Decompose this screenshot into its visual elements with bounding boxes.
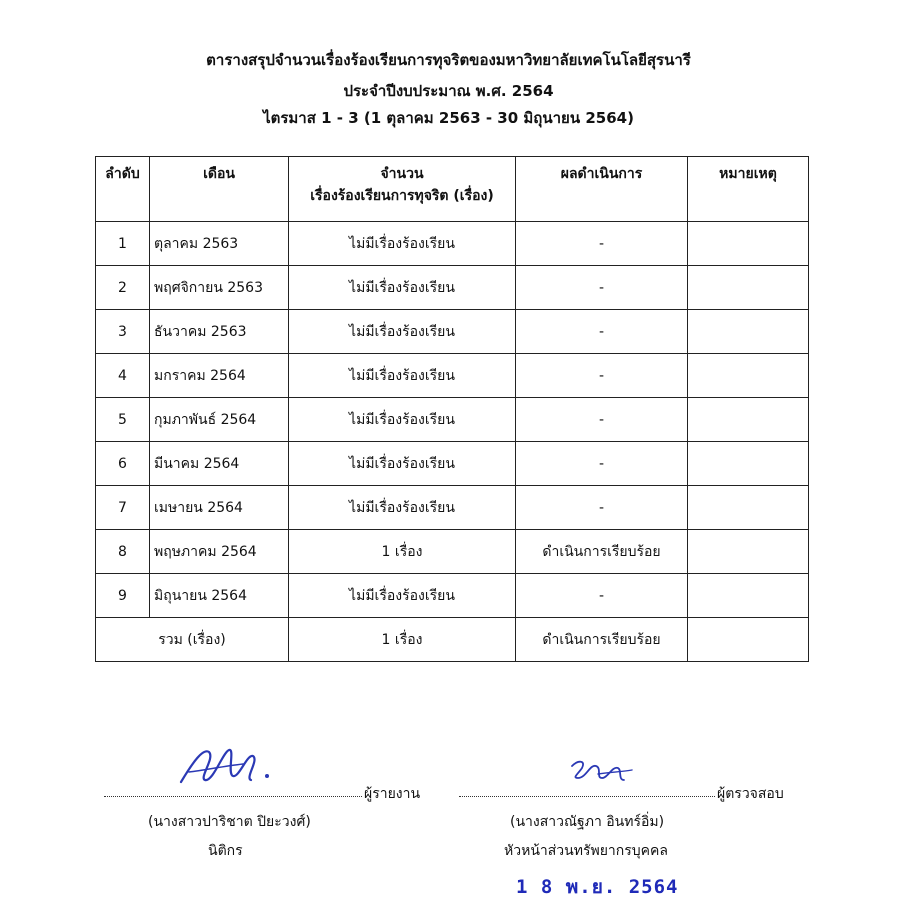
reviewer-name: (นางสาวณัฐภา อินทร์อิ่ม) bbox=[510, 814, 665, 830]
row-month: ตุลาคม 2563 bbox=[150, 222, 289, 266]
table-row bbox=[96, 354, 809, 398]
col-header-month: เดือน bbox=[150, 157, 289, 222]
row-result: - bbox=[516, 222, 688, 266]
row-count: ไม่มีเรื่องร้องเรียน bbox=[289, 398, 516, 442]
row-result: - bbox=[516, 354, 688, 398]
row-count: 1 เรื่อง bbox=[289, 530, 516, 574]
reporter-position: นิติกร bbox=[208, 843, 243, 859]
reviewer-position: หัวหน้าส่วนทรัพยากรบุคคล bbox=[504, 843, 668, 859]
row-no: 3 bbox=[96, 310, 150, 354]
col-header-result: ผลดำเนินการ bbox=[516, 157, 688, 222]
row-note bbox=[688, 310, 809, 354]
row-month: พฤศจิกายน 2563 bbox=[150, 266, 289, 310]
row-no: 4 bbox=[96, 354, 150, 398]
total-result: ดำเนินการเรียบร้อย bbox=[516, 618, 688, 662]
row-count: ไม่มีเรื่องร้องเรียน bbox=[289, 354, 516, 398]
col-header-count bbox=[289, 157, 516, 222]
reporter-signature-line bbox=[104, 796, 362, 797]
row-result: - bbox=[516, 486, 688, 530]
row-month: กุมภาพันธ์ 2564 bbox=[150, 398, 289, 442]
row-note bbox=[688, 398, 809, 442]
row-no: 8 bbox=[96, 530, 150, 574]
row-no: 7 bbox=[96, 486, 150, 530]
row-result: ดำเนินการเรียบร้อย bbox=[516, 530, 688, 574]
col-header-count-line1: จำนวน bbox=[380, 166, 424, 182]
table-header-row bbox=[96, 157, 809, 222]
total-note bbox=[688, 618, 809, 662]
row-count: ไม่มีเรื่องร้องเรียน bbox=[289, 486, 516, 530]
reporter-name: (นางสาวปาริชาต ปิยะวงศ์) bbox=[148, 814, 311, 830]
col-header-note: หมายเหตุ bbox=[688, 157, 809, 222]
row-note bbox=[688, 574, 809, 618]
row-note bbox=[688, 530, 809, 574]
table-row bbox=[96, 442, 809, 486]
fiscal-year-title: ประจำปีงบประมาณ พ.ศ. 2564 bbox=[343, 82, 554, 100]
received-date-stamp: 1 8 พ.ย. 2564 bbox=[516, 876, 679, 898]
row-no: 6 bbox=[96, 442, 150, 486]
reviewer-role: ผู้ตรวจสอบ bbox=[717, 786, 784, 802]
row-no: 2 bbox=[96, 266, 150, 310]
report-title: ตารางสรุปจำนวนเรื่องร้องเรียนการทุจริตของมหาวิทยาลัยเทคโนโลยีสุรนารี bbox=[206, 51, 691, 69]
row-result: - bbox=[516, 574, 688, 618]
table-row bbox=[96, 310, 809, 354]
table-row bbox=[96, 398, 809, 442]
row-month: พฤษภาคม 2564 bbox=[150, 530, 289, 574]
col-header-count-line2: เรื่องร้องเรียนการทุจริต (เรื่อง) bbox=[310, 188, 494, 204]
row-note bbox=[688, 486, 809, 530]
row-month: มีนาคม 2564 bbox=[150, 442, 289, 486]
reporter-role: ผู้รายงาน bbox=[364, 786, 421, 802]
row-note bbox=[688, 222, 809, 266]
row-note bbox=[688, 442, 809, 486]
row-result: - bbox=[516, 266, 688, 310]
row-count: ไม่มีเรื่องร้องเรียน bbox=[289, 574, 516, 618]
row-note bbox=[688, 266, 809, 310]
col-header-no: ลำดับ bbox=[96, 157, 150, 222]
row-count: ไม่มีเรื่องร้องเรียน bbox=[289, 222, 516, 266]
total-count: 1 เรื่อง bbox=[289, 618, 516, 662]
row-count: ไม่มีเรื่องร้องเรียน bbox=[289, 266, 516, 310]
row-no: 5 bbox=[96, 398, 150, 442]
quarter-title: ไตรมาส 1 - 3 (1 ตุลาคม 2563 - 30 มิถุนายน 2564) bbox=[263, 109, 634, 127]
total-label: รวม (เรื่อง) bbox=[96, 618, 289, 662]
row-count: ไม่มีเรื่องร้องเรียน bbox=[289, 442, 516, 486]
table-row bbox=[96, 222, 809, 266]
total-row bbox=[96, 618, 809, 662]
table-row bbox=[96, 574, 809, 618]
reviewer-signature-line bbox=[459, 796, 715, 797]
row-result: - bbox=[516, 310, 688, 354]
row-no: 1 bbox=[96, 222, 150, 266]
table-row bbox=[96, 530, 809, 574]
row-result: - bbox=[516, 398, 688, 442]
table-row bbox=[96, 266, 809, 310]
row-result: - bbox=[516, 442, 688, 486]
row-month: เมษายน 2564 bbox=[150, 486, 289, 530]
complaint-summary-table bbox=[95, 156, 809, 662]
reviewer-signature-mark bbox=[568, 756, 634, 786]
row-no: 9 bbox=[96, 574, 150, 618]
row-note bbox=[688, 354, 809, 398]
row-month: มกราคม 2564 bbox=[150, 354, 289, 398]
row-count: ไม่มีเรื่องร้องเรียน bbox=[289, 310, 516, 354]
reporter-signature-mark bbox=[175, 742, 275, 788]
row-month: มิถุนายน 2564 bbox=[150, 574, 289, 618]
table-row bbox=[96, 486, 809, 530]
row-month: ธันวาคม 2563 bbox=[150, 310, 289, 354]
